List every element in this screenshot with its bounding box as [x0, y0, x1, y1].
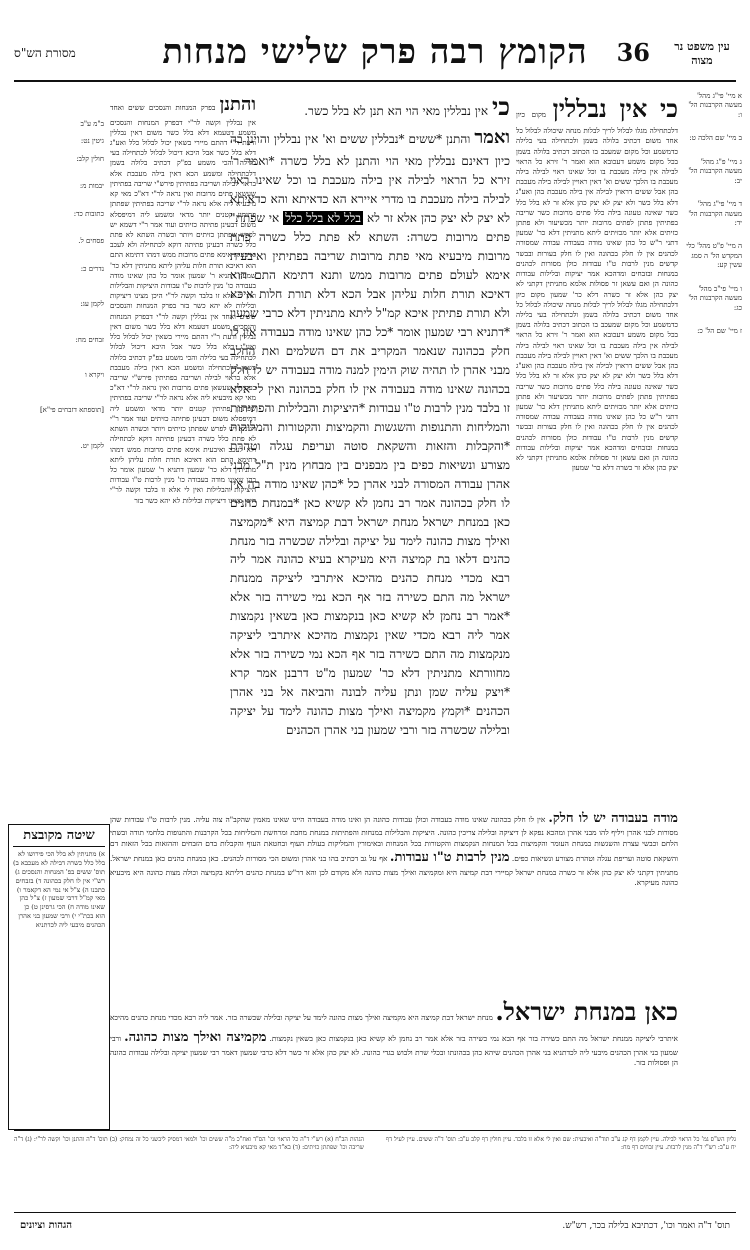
margin-ref: ב"מ ע"ב — [80, 120, 104, 128]
lower-text-4: ורבי שמעון בני אהרן הכהנים מיבעי ליה לכדתניא בני אהרן הכהנים שיהא כהן בכהונתו ובכלי שרת ולבוש בגדי כהונה. לא יצק כהן אלא זר כשר דלא כרבי שמעון דאמר רבי שמעון יציקה ובלילה עבודות כהונה הן ופסולות בזר. — [110, 1034, 678, 1068]
gemara-body-b: אי שפתת" פתים מרובות כשרה: השתא לא פתת כלל כשרה פתת מרובות מיבעיא מאי פתת מרובות שריבה בפתיתין ואיבעית אימא לעולם פתים מרובות ממש ותנא דתימא התם הוא דאיכא תורת חלות עליהן אבל הכא דלא תורת חלות איכא ולא תורת פתיתין איכא קמ"ל ליתא מתניתין דלא כרבי שמעון *דתניא רבי שמעון אומר *כל כהן שאינו מודה בעבודה אין לו חלק בכהונה שנאמר המקריב את דם השלמים ואת החלב מבני אהרן לו תהיה שוק הימין למנה מודה בעבודה יש לו חלק בכהונה שאינו מודה בעבודה אין לו חלק בכהונה ואין לי אלא זו בלבד מנין לרבות ט"ו עבודות *היציקות והבלילות והפתיתות והמליחות והתנופות והשגשות והקמיצות והקטורות והמליקות *והקבלות והזאות והשקאת סוטה ועריפת עגלה וטהרת מצורע ונשיאות כפים בין מבפנים בין מבחוץ מנין ת"ל מבני אהרן עבודה המסורה לבני אהרן כל *כהן שאינו מודה בה אין לו חלק בכהונה אמר רב נחמן לא קשיא כאן *במנחת כהנים כאן במנחת ישראל מנחת ישראל דבת קמיצה היא *מקמיצה ואילך מצות כהונה לימד על יציקה ובלילה שכשרה בזר מנחת כהנים דלאו בת קמיצה היא מעיקרא בעיא כהונה אמר ליה רבא מכדי מנחת כהנים מהיכא איתרבי ליציקה ממנחת ישראל מה התם כשירה בזר אף הכא נמי כשירה בזר אלא *אמר רב נחמן לא קשיא כאן בנקמצות כאן בשאין נקמצות אמר ליה רבא מכדי שאין נקמצות מהיכא איתרבי ליציקה מנקמצות מה התם כשירה בזר אף הכא נמי כשירה בזר אלא מחוורתא מתניתין דלא כר' שמעון מ"ט דרבנן אמר קרא *ויצק עליה שמן ונתן עליה לבונה והביאה אל בני אהרן הכהנים *וקמץ מקמיצה ואילך מצות כהונה לימד על יציקה ובלילה שכשרה בזר ורבי שמעון בני אהרן הכהנים — [230, 211, 510, 738]
margin-note: ז מיי' שם הל' כ: — [697, 327, 742, 335]
gemara-main — [230, 124, 510, 804]
margin-ref: יבמות מ: — [79, 182, 104, 191]
page-number: 36 — [616, 38, 650, 67]
margin-note: ד מיי' פי"ג מהל' מעשה הקרבנות הל' יד: — [688, 200, 742, 227]
margin-ref: זבחים מח: — [75, 335, 104, 344]
gemara-opening — [230, 88, 510, 126]
gemara-body-a: והתנן *ששים *נבללין ששים וא' אין נבללין והוינן בה כיון דאינם נבללין מאי הוי והתנן לא בלל כשרה *ואמר ר' זירא כל הראוי לבילה אין בילה מעכבת בו וכל שאינו ראוי לבילה בילה מעכבת בו מדרי איירא הא כדאיתא והא כדאיתא לא יצק לא יצק כהן אלא זר לא — [230, 132, 510, 226]
rashi-commentary — [516, 92, 678, 664]
tosafot-lead: והתנן — [219, 94, 256, 115]
right-margin-notes — [684, 92, 742, 612]
lower-lead-3: כאן במנחת ישראל. — [495, 997, 678, 1026]
margin-ref: לקמן יט. — [80, 441, 104, 450]
lower-text-1: אין לו חלק בכהונה שאינו מודה בעבודה וכולן עבודות כהונה הן ואינו מודה בעבודה היינו שאינו מאמין שהקב"ה צוה עליה. מנין לרבות ט"ו עבודות שהן מסורות לבני אהרן ויליף להו מבני אהרן ומהכא נפקא לן דיציקה ובלילה צריכין כהונה. היציקות והבלילות במנחות והפתיתות במנחת מחבת ומרחשת והמליחות בכל הקרבנות והתנופות בלחמי תודה ובשתי הלחם וכבשי עצרת והשגשות במנחת העומר והקמיצות בכל המנחות הנקמצות והקטורות בכל המנחות ובאימורין והמליקות בעולת העוף ובחטאת העוף והקבלות בדם הזבחים וההזאות בכל הזאות דם והשקאת סוטה ועריפת עגלה וטהרת מצורע ונשיאות כפים. — [110, 815, 678, 864]
tosafot-commentary — [110, 92, 256, 772]
masoret-hashas-header: מסורת הש"ס — [14, 46, 76, 60]
lower-lead-1: מודה בעבודה יש לו חלק. — [548, 811, 678, 826]
shita-text: א) מתניתין לא בלל הכי פירושו לא בלל כלל כשרה דבילה לא מעכבא ב) תוס' ששים בפ' המנחות והנסכים ג) רש"י אין לו חלק בכהונה ד) בזבחים כתבנו ה) צ"ל אי נמי הא דקאמר ו) מאי קמ"ל דרבי שמעון ז) צ"ל כהן שאינו מודה ח) הכי גרסינן ט) כן הוא בכת"י י) ורבי שמעון בני אהרן הכהנים מיבעי ליה לכדתניא — [13, 850, 105, 930]
rashi-text-cont: מקום כיון דלכתחילה מגלו לבלול לריך לבלות מנחה שיכולה לבלול כל אחד משום דכתיב בלולה בשמן ולכתחילה בעי בלילה כדמשמע וכל מקום שמעכב בו הכתוב דכתיב בלולה בשמן בכל מקום משמע דעכובא הוא ואמר ר' זירא כל הראוי לבילה אין בילה מעכבת בו וכל שאינו ראוי לבילה בילה מעכבת בו הלכך ששים וא' דאין ראויין לבילה בילה מעכבת בהן אבל ששים דראוין לבילה אין בילה מעכבת בהן ואע"ג דלא בלל כשר ולא יצק לא יצק כהן אלא זר לא בלל כלל כשר שאינה טעונה בילה כלל פתים מרובות כשר שריבה בפתיתין פתתן לפתים מרובות יותר מכשיעור ולא פתתן כזיתים אלא יותר מכזיתים ליתא מתניתין דלא כר' שמעון דתני ר"ש כל כהן שאינו מודה בעבודה עבודה שמסורה לכהנים אין לו חלק בכהונה ואין לו חלק בעורות ובבשר קדשים מנין לרבות ט"ו עבודות כולן מסורות לכהנים במנחות ובזבחים ומדהכא אמר יציקות ובלילות עבודות כהונה הן ואם עשאן זר פסולות אלמא מתניתין דקתני לא יצק כהן אלא זר כשרה דלא כר' שמעון — [516, 289, 678, 473]
margin-ref: ויקרא ו — [84, 370, 104, 379]
margin-ref: חולין קלב: — [76, 154, 104, 163]
page-title: הקומץ רבה פרק שלישי מנחות — [162, 32, 588, 72]
lower-lead-4: מקמיצה ואילך מצות כהונה. — [124, 1030, 267, 1046]
margin-note: ב מיי' שם הלכה ט: — [689, 134, 742, 143]
margin-ref: גיטין נט: — [80, 137, 104, 146]
lower-text-3: מנחת ישראל דבת קמיצה היא מקמיצה ואילך מצות כהונה לימד על יציקה ובלילה שכשרה בזר. אמר ליה רבא מכדי מנחת כהנים מהיכא איתרבי ליציקה ממנחת ישראל מה התם כשירה בזר אף הכא נמי כשירה בזר אלא אמר רב נחמן לא קשיא כאן בנקמצות כאן בשאין נקמצות. — [110, 1013, 678, 1044]
gemara-lead-word: כי — [491, 92, 510, 121]
footnotes-right: גליון הש"ס גמ' כל הראוי לבילה. עיין לקמן דף קג ע"ב תוד"ה ואיבעית: שם ואין לי אלא זו בלבד. עיין חולין דף קלב ע"ב: תוס' ד"ה ששים. עיין לעיל דף יח ע"ב: רש"י ד"ה מנין לרבות. עיין זבחים דף מח: — [386, 1136, 736, 1152]
highlighted-phrase: בלל לא בלל כלל — [285, 211, 362, 226]
margin-ref: [תוספתא דזבחים פי"א] — [39, 406, 104, 415]
margin-note: ו מיי' פי"ב מהל' מעשה הקרבנות הל' כג: — [688, 284, 742, 312]
lower-commentary — [110, 810, 678, 990]
footer-rule — [14, 1212, 736, 1213]
rashi-text: מקום כיון דלכתחילה מגלו לבלול לריך לבלות מנחה שיכולה לבלול כל אחד משום דכתיב בלולה בשמן ולכתחילה בעי בלילה כדמשמע וכל מקום שמעכב בו הכתוב דכתיב בלולה בשמן בכל מקום משמע דעכובא הוא ואמר ר' זירא כל הראוי לבילה אין בילה מעכבת בו וכל שאינו ראוי לבילה בילה מעכבת בו הלכך ששים וא' דאין ראויין לבילה בילה מעכבת בהן אבל ששים דראוין לבילה אין בילה מעכבת בהן ואע"ג דלא בלל כשר ולא יצק לא יצק כהן אלא זר לא בלל כלל כשר שאינה טעונה בילה כלל פתים מרובות כשר שריבה בפתיתין פתתן לפתים מרובות יותר מכשיעור ולא פתתן כזיתים אלא יותר מכזיתים ליתא מתניתין דלא כר' שמעון דתני ר"ש כל כהן שאינו מודה בעבודה עבודה שמסורה לכהנים אין לו חלק בכהונה ואין לו חלק בעורות ובבשר קדשים מנין לרבות ט"ו עבודות כולן מסורות לכהנים במנחות ובזבחים ומדהכא אמר יציקות ובלילות עבודות כהונה הן ואם עשאן זר פסולות אלמא מתניתין דקתני לא יצק כהן אלא זר כשרה דלא כר' שמעון — [516, 110, 678, 299]
margin-ref: נדרים כ: — [80, 264, 104, 273]
header-rule — [14, 80, 736, 82]
footnote-rule — [14, 1130, 736, 1131]
lower-text-2: אף על גב דכתיב בהו בני אהרן ומשום הכי מסורות לכהנים. כאן במנחת כהנים כאן במנחת ישראל. מתניתין דקתני לא יצק כהן אלא זר כשרה במנחת ישראל קמיירי דבת קמיצה היא ומקמיצה ואילך מצות כהונה ולא מקודם לכן והא דר"ש במנחת כהנים דליתא בקמיצה וכולה מצות כהונה היא מיבעיא כהונה מעיקרא. — [110, 854, 678, 888]
rashi-lead: כי אין נבללין — [552, 94, 678, 123]
left-margin-notes — [8, 120, 104, 640]
margin-note: א מיי' פי"ג מהל' מעשה הקרבנות הל' ו: — [688, 92, 742, 119]
shita-mekubetzet-box — [8, 824, 110, 1130]
margin-ref: לקמן עג: — [80, 300, 104, 309]
margin-note: ג מיי' פ"ג מהל' מעשה הקרבנות הל' יב: — [688, 157, 742, 185]
tosafot-text: בפרק המנחות והנסכים ששים ואחד אין נבללין וקשה לר"י דבפרק המנחות והנסכים משמע דטעמא דלא בלל כשר משום דאין נבללין ודעת ר"י דהתם מיירי בשאין יכול לבלול כלל ואע"ג דלא בלל כשר אבל היכא דיכול לבלול לכתחילה בעי בלילה והכי משמע בפ"ק דכתיב בלולה בשמן דלכתחילה ומשמע הכא דאין בילה מעכבת אלא בראוי לבילה ושריבה בפתיתין פירש"י שריבה בפתיתין שעשאן פתים מרובות ואין נראה לר"י דא"כ מאי קא מיבעיא ליה אלא נראה לר"י שריבה בפתיתין שפתתן פתיתין קטנים יותר מדאי ומשמע ליה דמיפסלא משום דבעינן פתיתה כזיתים ועוד אמר ר"י דשמא יש לפרש שפתתן כזיתים ויותר וכשרה השתא לא פתת כלל כשרה דבעינן פתיתה דוקא לכתחילה ולא לעכב ואיבעית אימא פתים מרובות ממש דמהו דתימא התם הוא דאיכא תורת חלות עליהן ליתא מתניתין דלא כר' שמעון דתניא ר' שמעון אומר כל כהן שאינו מודה בעבודה כו' מנין לרבות ט"ו עבודות היציקות והבלילות ואין לי אלא זו בלבד וקשה לר"י היכן מצינו דיציקות ובלילות לא יהא כשר בזר — [110, 103, 256, 311]
footer-right-text: תוס' ד"ה ואמר וכו', דכתיבא בלילה בכר, רש"ש. — [562, 1221, 730, 1231]
tosafot-text-cont: בפרק המנחות והנסכים ששים ואחד אין נבללין וקשה לר"י דבפרק המנחות והנסכים משמע דטעמא דלא בלל כשר משום דאין נבללין ודעת ר"י דהתם מיירי בשאין יכול לבלול כלל ואע"ג דלא בלל כשר אבל היכא דיכול לבלול לכתחילה בעי בלילה והכי משמע בפ"ק דכתיב בלולה בשמן דלכתחילה ומשמע הכא דאין בילה מעכבת אלא בראוי לבילה ושריבה בפתיתין פירש"י שריבה בפתיתין שעשאן פתים מרובות ואין נראה לר"י דא"כ מאי קא מיבעיא ליה אלא נראה לר"י שריבה בפתיתין שפתתן פתיתין קטנים יותר מדאי ומשמע ליה דמיפסלא משום דבעינן פתיתה כזיתים ועוד אמר ר"י דשמא יש לפרש שפתתן כזיתים ויותר וכשרה השתא לא פתת כלל כשרה דבעינן פתיתה דוקא לכתחילה ולא לעכב ואיבעית אימא פתים מרובות ממש דמהו דתימא התם הוא דאיכא תורת חלות עליהן ליתא מתניתין דלא כר' שמעון דתניא ר' שמעון אומר כל כהן שאינו מודה בעבודה כו' מנין לרבות ט"ו עבודות היציקות והבלילות ואין לי אלא זו בלבד וקשה לר"י היכן מצינו דיציקות ובלילות לא יהא כשר בזר — [110, 301, 256, 505]
footnotes-left: הגהות הב"ח (א) רש"י ד"ה כל הראוי וכו' הס"ד ואח"כ מ"ה ששים וכו' ולמאי דמסיק ליבשני כל זה נמחק: (ב) תוס' ד"ה והתנן וכו' וקשה לר"י: (ג) ד"ה שריבה וכו' שפתתן כזיתים: (ד) בא"ד מאי קא מיבעיא ליה: — [14, 1136, 364, 1152]
footer-left-label: הגהות וציונים — [20, 1220, 73, 1231]
gemara-line1: אין נבללין מאי הוי הא תנן לא בלל כשר. — [304, 104, 489, 118]
margin-ref: פסחים ל. — [78, 237, 104, 246]
margin-ref: כתובות כד: — [73, 209, 104, 218]
margin-note: ה מיי' פ"ט מהל' כלי המקדש הל' ה סמג עשין קע: — [686, 242, 742, 270]
lower-lead-2: מנין לרבות ט"ו עבודות. — [389, 850, 510, 866]
lower-commentary-2 — [110, 995, 678, 1115]
ein-mishpat-header: עין משפט נר מצוה — [674, 40, 730, 67]
shita-title: שיטה מקובצת — [23, 828, 95, 843]
gemara-lead-veamar: ואמר — [474, 127, 510, 148]
box-divider — [13, 846, 105, 847]
